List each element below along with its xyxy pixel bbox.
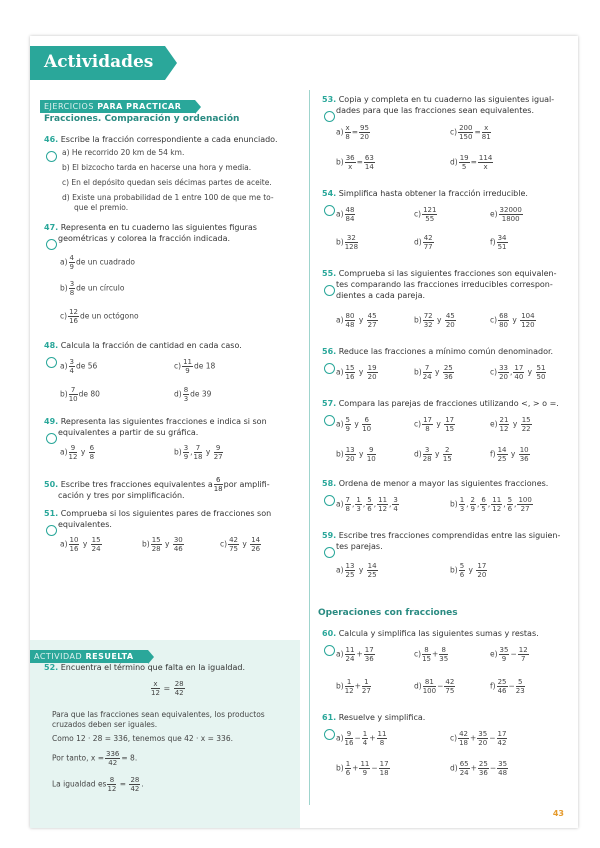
page: Actividades EJERCICIOS PARA PRACTICAR Fracciones. Comparación y ordenación 46. Escribe la fracción correspondiente a cada enunciado. a) He recorrido 20 km de 54 km. b) El bizcocho tarda en hacerse una hora y media. c) En el depósito quedan seis décimas partes de aceite. d) Existe una probabilidad de 1 entre 100 de que me to- que el premio. 47. Representa en tu cuaderno las siguientes figuras geométricas y colorea la fracción indicada. a) $\frac{4}{9}$ de un cuadrado b) $\frac{3}{8}$ de un círculo c) $\frac{12}{16}$ de un octógono 48. Calcula la fracción de cantidad en cada caso. a) $\frac{3}{4}$ de 56 c) $\frac{11}{9}$ de 18 b) $\frac{7}{10}$ de 80 d) $\frac{8}{3}$ de 39 49. Representa las siguientes fracciones e indica si son equivalentes a partir de su gráfica. a) $\frac{9}{12}$ y $\frac{6}{8}$ b) $\frac{3}{9}$ , $\frac{7}{18}$ y $\frac{9}{27}$ 50. Escribe tres fracciones equivalentes a $\frac{6}{18}$ por amplifi- cación y tres por simplificación. 51. Comprueba si los siguientes pares de fracciones son equivalentes. a) $\frac{10}{16}$ y $\frac{15}{24}$ b) $\frac{15}{28}$ y $\frac{30}{46}$ c) $\frac{42}{75}$ y $\frac{14}{26}$ ACTIVIDAD RESUELTA 52. Encuentra el término que falta en la igualdad. $\frac{x}{12}$ = $\frac{28}{42}$ Para que las fracciones sean equivalentes, los productos cruzados deben ser iguales. Como 12 · 28 = 336, tenemos que 42 · x = 336. Por tanto, x = $\frac{336}{42}$ = 8. La igualdad es $\frac{8}{12}$ = $\frac{28}{42}$ . 53. Copia y completa en tu cuaderno las siguientes igual- dades para que las fracciones sean equivalentes. a) $\frac{x}{8}$ = $\frac{95}{20}$ c) $\frac{200}{150}$ = $\frac{x}{81}$ b) $\frac{36}{x}$ = $\frac{63}{14}$ d) $\frac{19}{5}$ = $\frac{114}{x}$ 54. Simplifica hasta obtener la fracción irreducible. a) $\frac{48}{84}$ c) $\frac{121}{55}$ e) $\frac{32000}{1800}$ b) $\frac{32}{128}$ d) $\frac{42}{77}$ f) $\frac{34}{51}$ 55. Comprueba si las siguientes fracciones son equivalen- tes comparando las fracciones irreducibles correspon- dientes a cada pareja. a) $\frac{80}{48}$ y $\frac{45}{27}$ b) $\frac{72}{32}$ y $\frac{45}{20}$ c) $\frac{68}{80}$ y $\frac{104}{120}$ 56. Reduce las fracciones a mínimo común denominador. a) $\frac{15}{16}$ y $\frac{19}{20}$ b) $\frac{7}{24}$ y $\frac{25}{36}$ c) $\frac{33}{20}$ , $\frac{17}{40}$ y $\frac{51}{50}$ 57. Compara las parejas de fracciones utilizando <, > o =. a) $\frac{5}{9}$ y $\frac{6}{10}$ c) $\frac{17}{8}$ y $\frac{17}{15}$ e) $\frac{21}{12}$ y $\frac{15}{22}$ b) $\frac{13}{20}$ y $\frac{9}{10}$ d) $\frac{3}{28}$ y $\frac{2}{15}$ f) $\frac{14}{25}$ y $\frac{10}{36}$ 58. Ordena de menor a mayor las siguientes fracciones. a) $\frac{7}{8}$ , $\frac{1}{3}$ , $\frac{5}{6}$ , $\frac{11}{12}$ , $\frac{3}{4}$ b) $\frac{1}{3}$ , $\frac{2}{9}$ , $\frac{6}{5}$ , $\frac{11}{12}$ , $\frac{5}{6}$ , $\frac{100}{27}$ 59. Escribe tres fracciones comprendidas entre las siguien- tes parejas. a) $\frac{13}{25}$ y $\frac{14}{25}$ b) $\frac{5}{6}$ y $\frac{17}{20}$ Operaciones con fracciones 60. Calcula y simplifica las siguientes sumas y restas. a) $\frac{11}{24}$ + $\frac{17}{36}$ c) $\frac{8}{15}$ + $\frac{8}{35}$ e) $\frac{35}{9}$ − $\frac{12}{7}$ b) $\frac{1}{12}$ + $\frac{1}{27}$ d) $\frac{81}{100}$ − $\frac{42}{75}$ f) $\frac{25}{46}$ − $\frac{5}{23}$ 61. Resuelve y simplifica. a) $\frac{9}{16}$ − $\frac{1}{4}$ + $\frac{11}{8}$ c) $\frac{42}{18}$ + $\frac{35}{20}$ − $\frac{17}{42}$ b) $\frac{1}{6}$ + $\frac{11}{9}$ − $\frac{17}{18}$ d) $\frac{65}{24}$ + $\frac{25}{36}$ − $\frac{35}{48}$ 43 <box>30 36 578 828</box>
resolved-tag: ACTIVIDAD RESUELTA <box>30 650 148 663</box>
activity-icon <box>324 495 335 506</box>
exercise-55: 55. Comprueba si las siguientes fracciones son equivalen- <box>322 269 557 278</box>
page-number: 43 <box>552 809 564 818</box>
exercise-52: 52. Encuentra el término que falta en la igualdad. <box>44 663 246 672</box>
activity-icon <box>46 239 57 250</box>
exercise-60: 60. Calcula y simplifica las siguientes sumas y restas. <box>322 629 539 638</box>
activity-icon <box>324 645 335 656</box>
exercise-53: 53. Copia y completa en tu cuaderno las siguientes igual- <box>322 95 555 104</box>
exercise-54: 54. Simplifica hasta obtener la fracción irreducible. <box>322 189 528 198</box>
section-heading: Fracciones. Comparación y ordenación <box>44 114 240 124</box>
exercise-58: 58. Ordena de menor a mayor las siguientes fracciones. <box>322 479 549 488</box>
section-heading: Operaciones con fracciones <box>318 608 458 618</box>
activity-icon <box>46 151 57 162</box>
activity-icon <box>324 111 335 122</box>
exercise-61: 61. Resuelve y simplifica. <box>322 713 426 722</box>
exercise-46: 46. Escribe la fracción correspondiente a cada enunciado. <box>44 135 278 144</box>
resolved-activity-box: ACTIVIDAD RESUELTA 52. Encuentra el término que falta en la igualdad. $\frac{x}{12}$ = $\frac{28}{42}$ Para que las fracciones sean equivalentes, los productos cruzados deben ser iguales. Como 12 · 28 = 336, tenemos que 42 · x = 336. Por tanto, x = $\frac{336}{42}$ = 8. La igualdad es $\frac{8}{12}$ = $\frac{28}{42}$ . <box>30 640 300 828</box>
exercise-59: 59. Escribe tres fracciones comprendidas entre las siguien- <box>322 531 561 540</box>
exercise-47: 47. Representa en tu cuaderno las siguientes figuras <box>44 223 257 232</box>
activity-icon <box>324 205 335 216</box>
activity-icon <box>324 547 335 558</box>
activity-icon <box>324 729 335 740</box>
activity-icon <box>324 285 335 296</box>
activity-icon <box>46 525 57 536</box>
exercises-tag: EJERCICIOS PARA PRACTICAR <box>40 100 195 113</box>
activity-icon <box>324 363 335 374</box>
exercise-51: 51. Comprueba si los siguientes pares de fracciones son <box>44 509 272 518</box>
activity-icon <box>46 433 57 444</box>
exercise-48: 48. Calcula la fracción de cantidad en cada caso. <box>44 341 242 350</box>
activity-icon <box>324 415 335 426</box>
exercise-50: 50. Escribe tres fracciones equivalentes a $\frac{6}{18}$ por amplifi- <box>44 476 270 493</box>
activity-icon <box>46 357 57 368</box>
exercise-57: 57. Compara las parejas de fracciones utilizando <, > o =. <box>322 399 559 408</box>
page-title: Actividades <box>44 52 154 72</box>
exercise-56: 56. Reduce las fracciones a mínimo común denominador. <box>322 347 554 356</box>
exercise-49: 49. Representa las siguientes fracciones e indica si son <box>44 417 267 426</box>
